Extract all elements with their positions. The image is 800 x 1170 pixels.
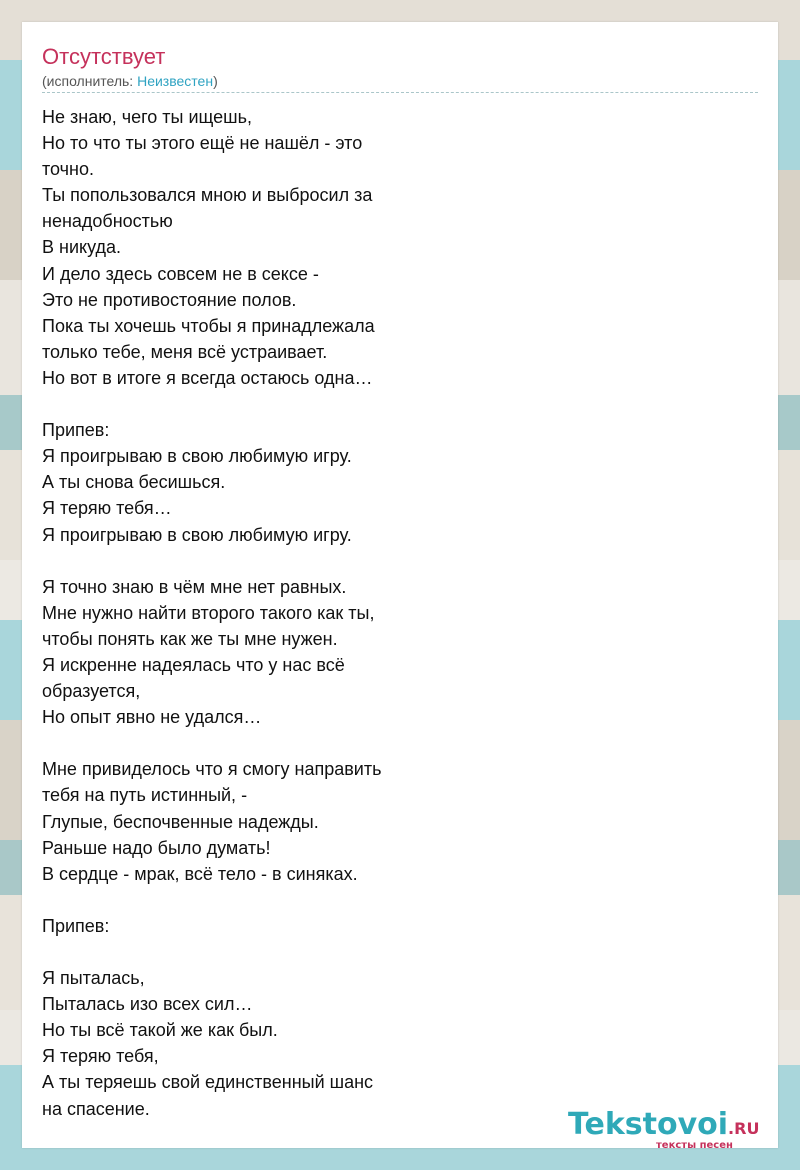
lyrics-line: на спасение. bbox=[42, 1098, 150, 1119]
lyrics-line: Я точно знаю в чём мне нет равных. bbox=[42, 576, 347, 597]
song-title: Отсутствует bbox=[42, 44, 166, 69]
lyrics-line: Я проигрываю в свою любимую игру. bbox=[42, 446, 352, 467]
lyrics-line: образуется, bbox=[42, 681, 141, 702]
lyrics-line: Припев: bbox=[42, 420, 110, 441]
lyrics-line: Раньше надо было думать! bbox=[42, 837, 271, 858]
lyrics-line: только тебе, меня всё устраивает. bbox=[42, 341, 328, 362]
lyrics-line: А ты теряешь свой единственный шанс bbox=[42, 1072, 374, 1093]
lyrics-line: А ты снова бесишься. bbox=[42, 472, 226, 493]
logo-name: Tekstovoi bbox=[568, 1107, 729, 1142]
lyrics-line: Это не противостояние полов. bbox=[42, 289, 297, 310]
lyrics-line: точно. bbox=[42, 159, 94, 180]
logo-tagline: тексты песен bbox=[656, 1140, 733, 1151]
lyrics-line: И дело здесь совсем не в сексе - bbox=[42, 263, 319, 284]
site-logo[interactable] bbox=[568, 1108, 778, 1168]
lyrics-line: Припев: bbox=[42, 915, 110, 936]
lyrics-line: Но вот в итоге я всегда остаюсь одна… bbox=[42, 367, 373, 388]
lyrics-line: Я искренне надеялась что у нас всё bbox=[42, 654, 345, 675]
lyrics-line: Но ты всё такой же как был. bbox=[42, 1020, 278, 1041]
lyrics-blank-line bbox=[42, 939, 742, 965]
subtitle-suffix: ) bbox=[213, 73, 218, 89]
lyrics-blank-line bbox=[42, 887, 742, 913]
lyrics-line: тебя на путь истинный, - bbox=[42, 785, 248, 806]
lyrics-line: Я пыталась, bbox=[42, 968, 145, 989]
lyrics-line: Пыталась изо всех сил… bbox=[42, 994, 253, 1015]
lyrics-line: В сердце - мрак, всё тело - в синяках. bbox=[42, 863, 358, 884]
lyrics-line: В никуда. bbox=[42, 237, 121, 258]
lyrics-card bbox=[22, 22, 778, 1151]
lyrics-blank-line bbox=[42, 730, 742, 756]
lyrics-line: Пока ты хочешь чтобы я принадлежала bbox=[42, 315, 375, 336]
lyrics-blank-line bbox=[42, 548, 742, 574]
lyrics-line: Я проигрываю в свою любимую игру. bbox=[42, 524, 352, 545]
logo-domain: .RU bbox=[728, 1119, 760, 1138]
song-subtitle bbox=[42, 72, 218, 90]
lyrics-blank-line bbox=[42, 391, 742, 417]
title-divider bbox=[42, 92, 758, 93]
lyrics-line: Глупые, беспочвенные надежды. bbox=[42, 811, 319, 832]
lyrics-line: Но то что ты этого ещё не нашёл - это bbox=[42, 133, 363, 154]
lyrics-line: Я теряю тебя, bbox=[42, 1046, 159, 1067]
lyrics-line: Но опыт явно не удался… bbox=[42, 707, 262, 728]
lyrics-line: Не знаю, чего ты ищешь, bbox=[42, 107, 252, 127]
lyrics-line: Мне привиделось что я смогу направить bbox=[42, 759, 382, 780]
lyrics-line: чтобы понять как же ты мне нужен. bbox=[42, 628, 338, 649]
artist-link[interactable]: Неизвестен bbox=[137, 73, 214, 89]
lyrics-line: Ты попользовался мною и выбросил за bbox=[42, 185, 373, 206]
lyrics-line: Я теряю тебя… bbox=[42, 498, 172, 519]
subtitle-prefix: (исполнитель: bbox=[42, 73, 138, 89]
lyrics-line: ненадобностью bbox=[42, 211, 173, 232]
lyrics-text bbox=[42, 104, 742, 1122]
lyrics-line: Мне нужно найти второго такого как ты, bbox=[42, 602, 375, 623]
